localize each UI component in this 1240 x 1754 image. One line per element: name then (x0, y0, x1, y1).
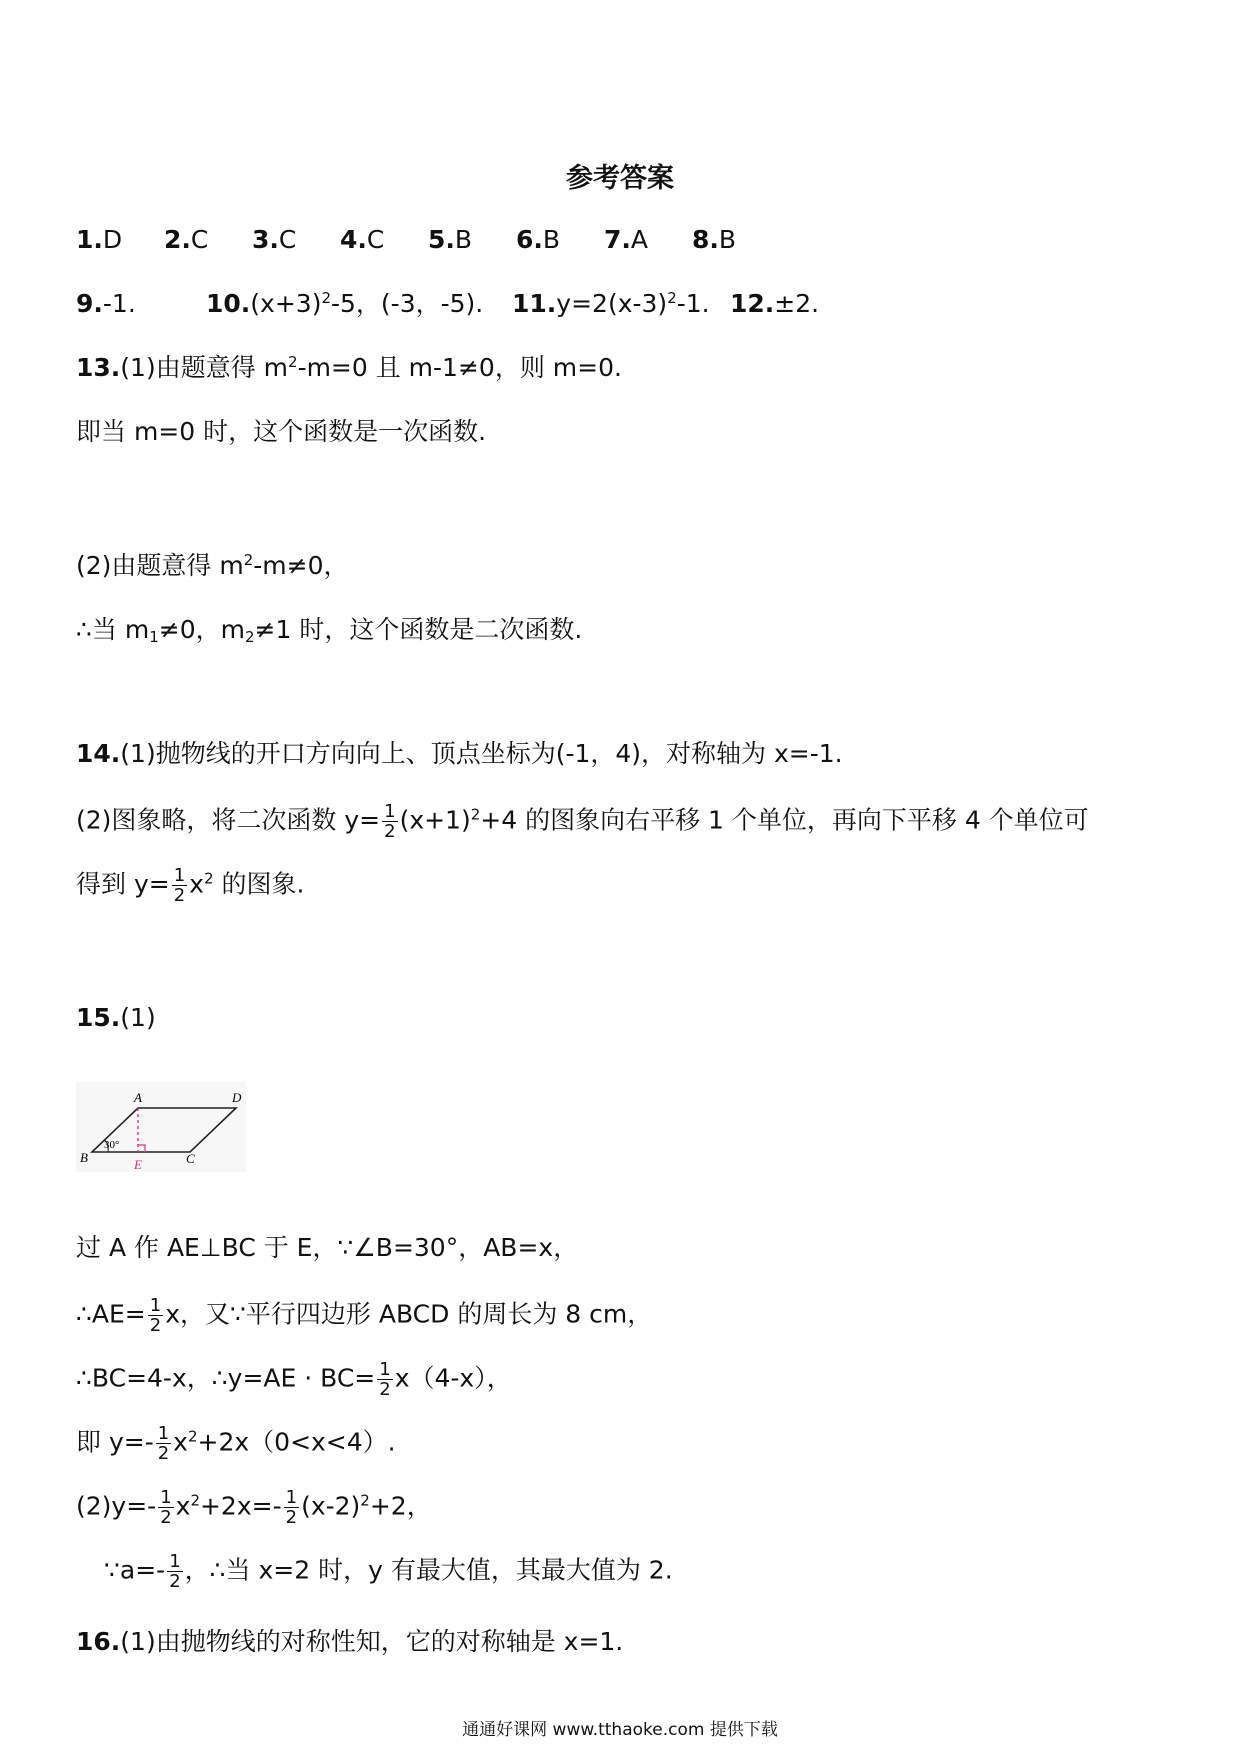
fraction-numerator: 1 (173, 865, 186, 886)
mc-answer-letter: B (718, 225, 737, 254)
q10-answer-part: -5，(-3，-5). (331, 289, 484, 318)
fraction-one-half (382, 802, 397, 841)
mc-question-number: 1. (76, 225, 103, 254)
q16-text: (1)由抛物线的对称性知，它的对称轴是 x=1. (120, 1627, 624, 1656)
q13-line-4 (76, 614, 582, 646)
q14-text: 得到 y= (76, 869, 170, 899)
mc-question-number: 7. (604, 225, 631, 254)
mc-answer-item (340, 224, 428, 256)
label-d: D (232, 1090, 242, 1105)
q14-text: +4 的图象向右平移 1 个单位，再向下平移 4 个单位可 (480, 805, 1089, 835)
q14-text: (x+1) (399, 805, 471, 835)
fraction-denominator: 2 (169, 1571, 181, 1592)
q15-text: x（4-x）， (394, 1363, 512, 1393)
q15-line-4 (76, 1360, 512, 1399)
label-b: B (80, 1150, 88, 1165)
mc-answer-letter: B (454, 225, 473, 254)
q13-line-1 (76, 352, 622, 384)
q13-text: -m=0 且 m-1≠0，则 m=0. (297, 353, 622, 382)
exponent: 2 (470, 805, 481, 824)
q15-text: ∴BC=4-x，∴y=AE · BC= (76, 1363, 376, 1393)
q15-part-label: (1) (120, 1003, 156, 1032)
q14-line-3 (76, 866, 304, 905)
q15-text: x，又∵平行四边形 ABCD 的周长为 8 cm， (165, 1299, 653, 1329)
fraction-one-half (172, 866, 187, 905)
q9-answer: -1. (102, 289, 136, 318)
q14-line-2 (76, 802, 1089, 841)
q13-line-3 (76, 550, 349, 582)
subscript: 1 (149, 628, 159, 646)
q14-line-1 (76, 738, 843, 770)
q10-answer-part: (x+3) (250, 289, 322, 318)
fraction-numerator: 1 (169, 1551, 181, 1572)
mc-question-number: 5. (428, 225, 455, 254)
q16-number: 16. (76, 1627, 121, 1656)
q10-exponent: 2 (321, 289, 331, 307)
label-angle-30: 30° (104, 1139, 120, 1151)
mc-answer-item (428, 224, 516, 256)
mc-question-number: 2. (164, 225, 191, 254)
exponent: 2 (190, 1491, 200, 1510)
mc-question-number: 6. (516, 225, 543, 254)
q11-exponent: 2 (667, 289, 677, 307)
mc-question-number: 8. (692, 225, 719, 254)
fraction-denominator: 2 (160, 1507, 172, 1528)
q15-text: +2x（0<x<4）. (197, 1427, 396, 1457)
fraction-one-half (156, 1424, 171, 1463)
label-e: E (134, 1157, 142, 1172)
fraction-numerator: 1 (157, 1423, 170, 1444)
page-footer: 通通好课网 www.tthaoke.com 提供下载 (462, 1720, 778, 1740)
q13-text: ≠0，m (158, 615, 245, 644)
q15-text: 即 y=- (76, 1427, 154, 1457)
fraction-one-half (167, 1552, 182, 1591)
q15-line-1 (76, 1002, 156, 1034)
q10-number: 10. (206, 289, 251, 318)
exponent: 2 (288, 353, 298, 371)
q11-answer-part: y=2(x-3) (556, 289, 668, 318)
fill-in-answers (76, 288, 819, 320)
q15-number: 15. (76, 1003, 121, 1032)
fraction-one-half (284, 1488, 299, 1527)
mc-answer-item (252, 224, 340, 256)
q11-number: 11. (512, 289, 557, 318)
mc-question-number: 3. (252, 225, 279, 254)
parallelogram-diagram (76, 1082, 246, 1172)
q12-number: 12. (730, 289, 775, 318)
q15-text: (2)y=- (76, 1491, 157, 1521)
q15-text: +2， (369, 1491, 432, 1521)
fraction-numerator: 1 (149, 1295, 162, 1316)
mc-answer-letter: C (190, 225, 209, 254)
q15-line-3 (76, 1296, 652, 1335)
q14-text: 的图象. (213, 869, 305, 899)
q13-number: 13. (76, 353, 121, 382)
mc-answer-item (604, 224, 692, 256)
mc-answer-item (516, 224, 604, 256)
q15-text: (x-2) (301, 1491, 361, 1521)
exponent: 2 (187, 1427, 198, 1446)
q13-text: ∴当 m (76, 615, 150, 644)
exponent: 2 (243, 551, 254, 569)
q15-text: x (175, 1491, 191, 1521)
multiple-choice-answers (76, 224, 780, 256)
label-c: C (186, 1151, 195, 1166)
q16-line-1 (76, 1626, 623, 1658)
fraction-denominator: 2 (149, 1315, 162, 1336)
q11-answer-part: -1. (676, 289, 710, 318)
q13-line-2: 即当 m=0 时，这个函数是一次函数. (76, 417, 487, 446)
fraction-numerator: 1 (379, 1359, 391, 1380)
fraction-numerator: 1 (160, 1487, 172, 1508)
q15-line-2: 过 A 作 AE⊥BC 于 E，∵∠B=30°，AB=x， (76, 1233, 579, 1262)
q15-text: +2x=- (199, 1491, 282, 1521)
q15-text: ，∴当 x=2 时，y 有最大值，其最大值为 2. (184, 1555, 673, 1585)
label-a: A (134, 1090, 142, 1105)
mc-answer-letter: C (366, 225, 385, 254)
q15-line-7 (104, 1552, 673, 1591)
q13-text: (2)由题意得 m (76, 551, 244, 580)
fraction-one-half (158, 1488, 173, 1527)
fraction-numerator: 1 (384, 801, 396, 822)
fraction-numerator: 1 (285, 1487, 298, 1508)
mc-answer-letter: C (278, 225, 297, 254)
fraction-one-half (377, 1360, 392, 1399)
mc-answer-letter: B (542, 225, 561, 254)
parallelogram-figure (76, 1082, 246, 1176)
q13-text: -m≠0， (253, 551, 349, 580)
q14-text: (2)图象略，将二次函数 y= (76, 805, 381, 835)
mc-answer-item (692, 224, 780, 256)
exponent: 2 (360, 1491, 370, 1510)
q15-text: ∴AE= (76, 1299, 146, 1329)
fraction-denominator: 2 (173, 885, 186, 906)
fraction-denominator: 2 (285, 1507, 298, 1528)
mc-answer-letter: A (630, 225, 649, 254)
q13-text: ≠1 时，这个函数是二次函数. (254, 615, 583, 644)
figure-background (76, 1082, 246, 1172)
q15-text: ∵a=- (104, 1555, 166, 1585)
q13-text: (1)由题意得 m (120, 353, 289, 382)
fraction-denominator: 2 (379, 1379, 391, 1400)
fraction-denominator: 2 (384, 821, 396, 842)
q15-line-5 (76, 1424, 396, 1463)
mc-answer-letter: D (102, 225, 123, 254)
mc-answer-item (164, 224, 252, 256)
q12-answer: ±2. (774, 289, 820, 318)
q14-number: 14. (76, 739, 121, 768)
fraction-denominator: 2 (157, 1443, 170, 1464)
page-title: 参考答案 (566, 163, 674, 194)
q14-text: x (189, 869, 204, 899)
q15-line-6 (76, 1488, 432, 1527)
q9-number: 9. (76, 289, 103, 318)
q14-text: (1)抛物线的开口方向向上、顶点坐标为(-1，4)，对称轴为 x=-1. (120, 739, 843, 768)
q15-text: x (173, 1427, 188, 1457)
mc-question-number: 4. (340, 225, 367, 254)
fraction-one-half (148, 1296, 163, 1335)
subscript: 2 (244, 628, 255, 646)
mc-answer-item (76, 224, 164, 256)
exponent: 2 (203, 869, 214, 888)
